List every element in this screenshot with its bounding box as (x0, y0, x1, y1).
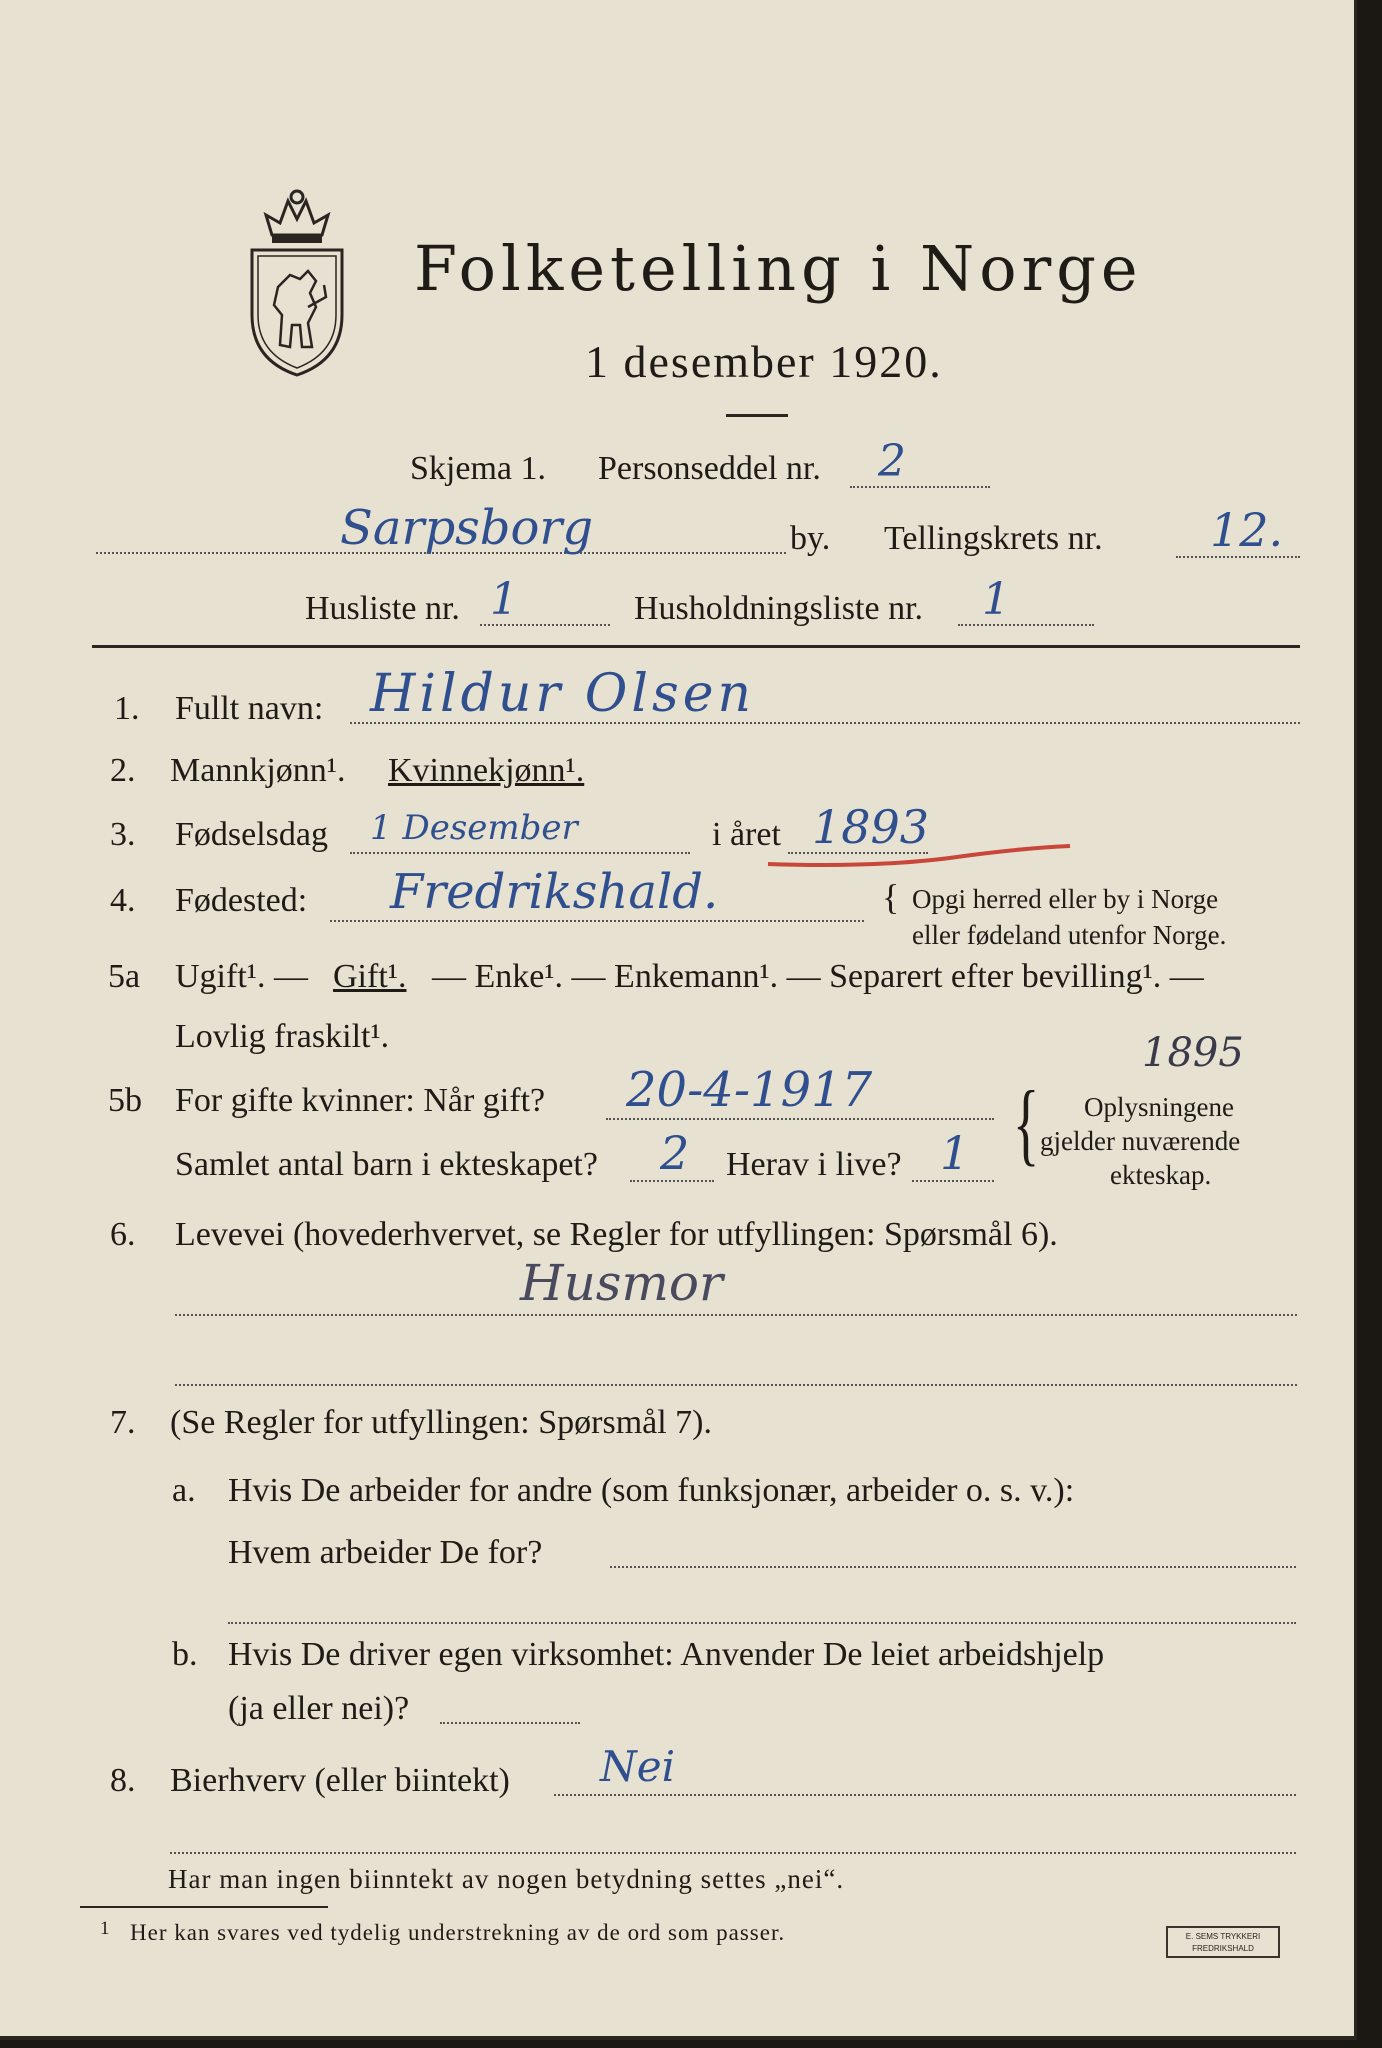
form-date: 1 desember 1920. (585, 336, 943, 387)
q5b-number: 5b (108, 1082, 142, 1119)
q1-label: Fullt navn: (175, 690, 324, 727)
birth-day-value: 1 Desember (370, 808, 578, 848)
q7a-letter: a. (172, 1472, 196, 1509)
footnote-mark: 1 (100, 1918, 110, 1939)
city-value: Sarpsborg (340, 500, 594, 556)
occupation-value: Husmor (520, 1254, 723, 1312)
norwegian-coat-of-arms-icon (242, 175, 352, 384)
q4-note-2: eller fødeland utenfor Norge. (912, 920, 1227, 950)
q5b-barn-label: Samlet antal barn i ekteskapet? (175, 1146, 598, 1183)
q7-label: (Se Regler for utfyllingen: Spørsmål 7). (170, 1404, 713, 1441)
birth-year-value: 1893 (812, 800, 930, 854)
marital-ugift: Ugift¹. — (175, 958, 308, 995)
q7a-line-1: Hvis De arbeider for andre (som funksjonær, arbeider o. s. v.): (228, 1472, 1075, 1509)
husliste-label: Husliste nr. (305, 590, 460, 627)
q3-label: Fødselsdag (175, 816, 328, 853)
birthplace-value: Fredrikshald. (390, 864, 719, 920)
by-label: by. (790, 520, 831, 557)
marital-fraskilt: Lovlig fraskilt¹. (175, 1018, 390, 1055)
form-title: Folketelling i Norge (414, 232, 1143, 305)
tellingskrets-value: 12. (1210, 503, 1284, 557)
q7b-line-2: (ja eller nei)? (228, 1690, 410, 1727)
q4-note-1: Opgi herred eller by i Norge (912, 884, 1219, 914)
marital-gift-selected: Gift¹. (333, 958, 407, 995)
q8-number: 8. (110, 1762, 136, 1799)
title-divider (726, 414, 788, 417)
q3-number: 3. (110, 816, 136, 853)
q5b-note-3: ekteskap. (1110, 1160, 1212, 1190)
q5b-note-2: gjelder nuværende (1040, 1126, 1241, 1156)
q7-number: 7. (110, 1404, 136, 1441)
q3-year-label: i året (712, 816, 781, 853)
husliste-value: 1 (490, 574, 518, 625)
q7a-line-2: Hvem arbeider De for? (228, 1534, 543, 1571)
husholdning-value: 1 (982, 574, 1010, 625)
q6-label: Levevei (hovederhvervet, se Regler for utfyllingen: Spørsmål 6). (175, 1216, 1058, 1253)
q5a-number: 5a (108, 958, 141, 995)
personseddel-value: 2 (878, 436, 906, 487)
q5b-note-1: Oplysningene (1084, 1092, 1234, 1122)
header-divider (92, 645, 1300, 648)
footer-note: Har man ingen biinntekt av nogen betydning settes „nei“. (168, 1864, 845, 1894)
q4-label: Fødested: (175, 882, 308, 919)
full-name-value: Hildur Olsen (370, 664, 755, 724)
q7b-letter: b. (172, 1636, 198, 1673)
skjema-label: Skjema 1. (410, 450, 546, 487)
red-underline-mark (764, 842, 1074, 872)
printer-stamp: E. SEMS TRYKKERI FREDRIKSHALD (1166, 1926, 1280, 1958)
side-income-value: Nei (600, 1742, 676, 1791)
q1-number: 1. (114, 690, 140, 727)
q7b-line-1: Hvis De driver egen virksomhet: Anvender De leiet arbeidshjelp (228, 1636, 1105, 1673)
marriage-year-correction: 1895 (1142, 1030, 1244, 1076)
tellingskrets-label: Tellingskrets nr. (884, 520, 1103, 557)
gender-male-option: Mannkjønn¹. (170, 752, 346, 789)
q4-number: 4. (110, 882, 136, 919)
q5b-label: For gifte kvinner: Når gift? (175, 1082, 546, 1119)
q6-number: 6. (110, 1216, 136, 1253)
gender-female-option: Kvinnekjønn¹. (388, 752, 585, 789)
footnote-divider (80, 1906, 328, 1908)
footnote-text: Her kan svares ved tydelig understrekning av de ord som passer. (130, 1920, 786, 1945)
husholdning-label: Husholdningsliste nr. (634, 590, 924, 627)
brace-5b: { (1012, 1072, 1040, 1174)
personseddel-label: Personseddel nr. (598, 450, 821, 487)
children-total-value: 2 (660, 1126, 690, 1180)
q8-label: Bierhverv (eller biintekt) (170, 1762, 510, 1799)
q2-number: 2. (110, 752, 136, 789)
brace-4: { (882, 877, 900, 917)
children-living-value: 1 (940, 1126, 970, 1180)
q5b-live-label: Herav i live? (726, 1146, 902, 1183)
marital-other-options: — Enke¹. — Enkemann¹. — Separert efter bevilling¹. — (432, 958, 1204, 995)
marriage-date-value: 20-4-1917 (626, 1062, 873, 1118)
